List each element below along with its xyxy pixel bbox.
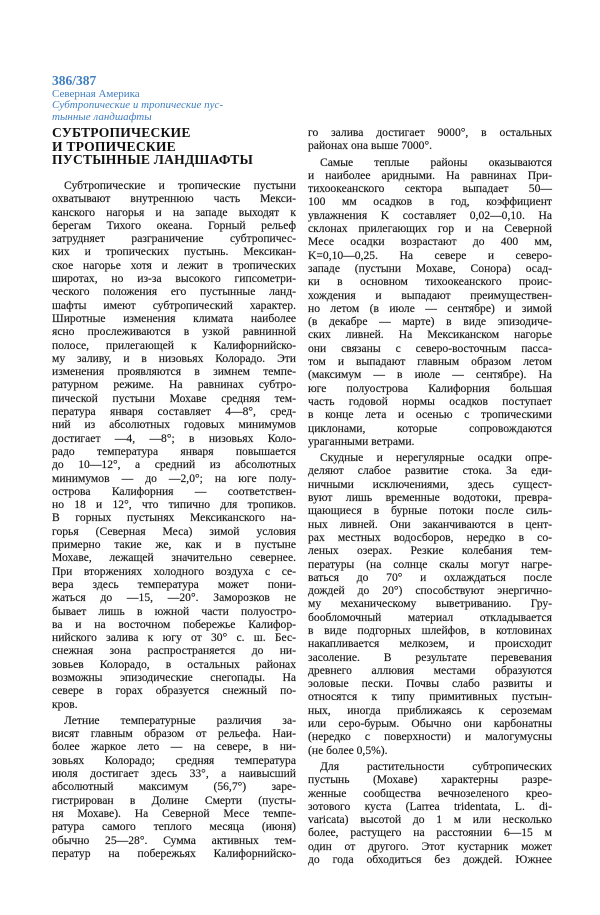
chapter-title bbox=[52, 126, 302, 167]
text-line: и наиболее аридными. На равнинах При- bbox=[308, 168, 552, 182]
text-line: снежная зона распространяется до ни- bbox=[52, 644, 296, 658]
text-line: ваться до 70° и охлаждаться после bbox=[308, 570, 552, 584]
text-line: Для растительности субтропических bbox=[320, 759, 552, 773]
text-line: пустынь (Мохаве) характерны разре- bbox=[308, 773, 552, 787]
text-line: ки в основном тихоокеанского проис- bbox=[308, 275, 552, 289]
text-line: Летние температурные различия за- bbox=[64, 713, 296, 727]
text-line: юге полуострова Калифорния большая bbox=[308, 381, 552, 395]
text-line: примерно такие же, как и в пустыне bbox=[52, 538, 296, 552]
text-line: 100 мм осадков в год, коэффициент bbox=[308, 195, 552, 209]
text-line: В горных пустынях Мексиканского на- bbox=[52, 511, 296, 525]
text-line: относятся к типу примитивных пустын- bbox=[308, 690, 552, 704]
text-line: древнего аллювия местами образуются bbox=[308, 663, 552, 677]
text-line: ня Мохаве). На Северной Месе темпе- bbox=[52, 806, 296, 820]
text-line: абсолютный максимум (56,7°) заре- bbox=[52, 780, 296, 794]
text-line: Мохаве, лежащей значительно севернее. bbox=[52, 551, 296, 565]
text-line: Субтропические и тропические пустыни bbox=[64, 179, 296, 192]
text-line: Самые теплые районы оказываются bbox=[320, 155, 552, 169]
text-line: вуют лишь временные водотоки, превра- bbox=[308, 491, 552, 505]
section-name: Северная Америка bbox=[52, 88, 140, 100]
text-line: западе (пустыни Мохаве, Сонора) осад- bbox=[308, 261, 552, 275]
text-line: достигает —4, —8°; в низовьях Коло- bbox=[52, 431, 296, 445]
text-line: ных ливней. Они заканчиваются в цент- bbox=[308, 517, 552, 531]
text-line: ва и на восточном побережье Калифор- bbox=[52, 617, 296, 631]
right-text-column bbox=[308, 126, 552, 869]
text-line: острова Калифорния — соответствен- bbox=[52, 484, 296, 498]
text-line: При вторжениях холодного воздуха с се- bbox=[52, 564, 296, 578]
running-header bbox=[52, 74, 302, 123]
text-line: июля достигает здесь 33°, а наивысший bbox=[52, 767, 296, 781]
text-line: зотового куста (Larrea tridentata, L. di- bbox=[308, 799, 552, 813]
text-line: кров. bbox=[52, 697, 78, 711]
left-text-column bbox=[52, 179, 296, 863]
text-line: жаться до —15, —20°. Заморозков не bbox=[52, 591, 296, 605]
text-line: (нередко с поверхности) и малогумусны bbox=[308, 730, 552, 744]
text-line: ское нагорье хотя и лежит в тропических bbox=[52, 258, 296, 272]
text-line: эоловые пески. Почвы слабо развиты и bbox=[308, 677, 552, 691]
title-line: И ТРОПИЧЕСКИЕ bbox=[52, 138, 176, 154]
text-line: пической пустыни Мохаве средняя тем- bbox=[52, 391, 296, 405]
text-line: го залива достигает 9000°, в остальных bbox=[308, 126, 552, 139]
text-line: один от другого. Этот кустарник может bbox=[308, 839, 552, 853]
text-line: в виде подгорных шлейфов, в котловинах bbox=[308, 623, 552, 637]
text-line: Месе осадки возрастают до 400 мм, bbox=[308, 235, 552, 249]
text-line: Широтные изменения климата наиболее bbox=[52, 311, 296, 325]
title-line: СУБТРОПИЧЕСКИЕ bbox=[52, 125, 191, 140]
text-line: рах местных водосборов, нередко в со- bbox=[308, 530, 552, 544]
text-line: циклонами, которые сопровождаются bbox=[308, 421, 552, 435]
text-line: но 18 и 12°, что типично для тропиков. bbox=[52, 498, 296, 512]
text-line: или серо-бурым. Обычно они карбонатны bbox=[308, 717, 552, 731]
text-line: минимумов — до —2,0°; на юге полу- bbox=[52, 471, 296, 485]
text-line: K=0,10—0,25. На севере и северо- bbox=[308, 248, 552, 262]
text-line: бывает лишь в южной части полуостро- bbox=[52, 604, 296, 618]
text-line: (не более 0,5%). bbox=[308, 743, 388, 757]
text-line: Скудные и нерегулярные осадки опре- bbox=[320, 451, 552, 465]
text-line: вера здесь температура может пони- bbox=[52, 577, 296, 591]
text-line: до 10—12°, а средний из абсолютных bbox=[52, 458, 296, 472]
text-line: (максимум — в июле — сентябре). На bbox=[308, 368, 552, 382]
text-line: увлажнения K составляет 0,02—0,10. На bbox=[308, 208, 552, 222]
text-line: накапливается мелкозем, и происходит bbox=[308, 637, 552, 651]
text-line: они связаны с северо-восточным пасса- bbox=[308, 341, 552, 355]
text-line: висят главным образом от рельефа. Наи- bbox=[52, 727, 296, 741]
text-line: полосе, прилегающей к Калифорнийско- bbox=[52, 338, 296, 352]
text-line: том и выпадают главным образом летом bbox=[308, 355, 552, 369]
text-line: более, растущего на расстоянии 6—15 м bbox=[308, 826, 552, 840]
text-line: зовьях Колорадо; средняя температура bbox=[52, 753, 296, 767]
text-line: обычно 25—28°. Сумма активных тем- bbox=[52, 833, 296, 847]
text-line: ператур на побережьях Калифорнийско- bbox=[52, 846, 296, 860]
text-line: канского нагорья и на западе выходят к bbox=[52, 205, 296, 219]
text-line: горья (Северная Меса) зимой условия bbox=[52, 524, 296, 538]
text-line: в конце лета и осенью с тропическими bbox=[308, 408, 552, 422]
text-line: районах она выше 7000°. bbox=[308, 139, 432, 153]
paragraph bbox=[308, 451, 552, 757]
text-line: леных озерах. Резкие колебания тем- bbox=[308, 544, 552, 558]
text-line: ческого положения его пустынные ланд- bbox=[52, 285, 296, 299]
paragraph bbox=[52, 179, 296, 711]
text-line: ясно прослеживаются в узкой равнинной bbox=[52, 325, 296, 339]
text-line: ничными исключениями, здесь сущест- bbox=[308, 477, 552, 491]
text-line: охватывают внутреннюю часть Мекси- bbox=[52, 192, 296, 206]
text-line: гистрирован в Долине Смерти (пусты- bbox=[52, 793, 296, 807]
subsection-name-line: Субтропические и тропические пус- bbox=[52, 99, 224, 111]
text-line: нийского залива к югу от 30° с. ш. Бес- bbox=[52, 631, 296, 645]
text-line: щающиеся в бурные потоки после силь- bbox=[308, 504, 552, 518]
text-line: му механическому выветриванию. Гру- bbox=[308, 597, 552, 611]
text-line: хождения и выпадают преимуществен- bbox=[308, 288, 552, 302]
text-line: ратура самого теплого месяца (июня) bbox=[52, 820, 296, 834]
text-line: затрудняет разграничение субтропичес- bbox=[52, 232, 296, 246]
text-line: женные сообщества вечнозеленого крео- bbox=[308, 786, 552, 800]
text-line: возможны эпизодические снегопады. На bbox=[52, 670, 296, 684]
text-line: изменения проявляются в зимнем темпе- bbox=[52, 365, 296, 379]
text-line: (в декабре — марте) в виде эпизодиче- bbox=[308, 315, 552, 329]
text-line: тихоокеанского сектора выпадает 50— bbox=[308, 182, 552, 196]
paragraph bbox=[308, 156, 552, 449]
text-line: ских ливней. На Мексиканском нагорье bbox=[308, 328, 552, 342]
text-line: севере в горах образуется снежный по- bbox=[52, 684, 296, 698]
paragraph bbox=[52, 714, 296, 860]
text-line: бообломочный материал откладывается bbox=[308, 610, 552, 624]
text-line: пература января составляет 4—8°, сред- bbox=[52, 405, 296, 419]
text-line: часть годовой нормы осадков поступает bbox=[308, 394, 552, 408]
text-line: ких и тропических пустынь. Мексикан- bbox=[52, 245, 296, 259]
text-line: ураганными ветрами. bbox=[308, 434, 415, 448]
text-line: ных, иногда приближаясь к сероземам bbox=[308, 703, 552, 717]
text-line: радо температура января повышается bbox=[52, 444, 296, 458]
text-line: берегам Тихого океана. Горный рельеф bbox=[52, 218, 296, 232]
text-line: зовьев Колорадо, в остальных районах bbox=[52, 657, 296, 671]
text-line: ний из абсолютных годовых минимумов bbox=[52, 418, 296, 432]
text-line: дождей до 20°) способствуют энергично- bbox=[308, 584, 552, 598]
text-line: широтах, но из-за высокого гипсометри- bbox=[52, 272, 296, 286]
paragraph bbox=[308, 126, 552, 153]
subsection-name-line: тынные ландшафты bbox=[52, 110, 152, 123]
page-numbers: 386/387 bbox=[52, 73, 97, 88]
text-line: му заливу, и в низовьях Колорадо. Эти bbox=[52, 351, 296, 365]
text-line: склонах прилегающих гор и на Северной bbox=[308, 222, 552, 236]
text-line: ратурном режиме. На равнинах субтро- bbox=[52, 378, 296, 392]
text-line: шафты имеют субтропический характер. bbox=[52, 298, 296, 312]
text-line: varicata) высотой до 1 м или несколько bbox=[308, 813, 552, 827]
paragraph bbox=[308, 760, 552, 866]
text-line: до года обходиться без дождей. Южнее bbox=[308, 853, 552, 867]
text-line: деляют слабое развитие стока. За еди- bbox=[308, 464, 552, 478]
text-line: более жаркое лето — на севере, в ни- bbox=[52, 740, 296, 754]
title-line: ПУСТЫННЫЕ ЛАНДШАФТЫ bbox=[52, 152, 254, 167]
text-line: пературы (на солнце скалы могут нагре- bbox=[308, 557, 552, 571]
text-line: но летом (в июле — сентябре) и зимой bbox=[308, 301, 552, 315]
text-line: засоление. В результате перевевания bbox=[308, 650, 552, 664]
